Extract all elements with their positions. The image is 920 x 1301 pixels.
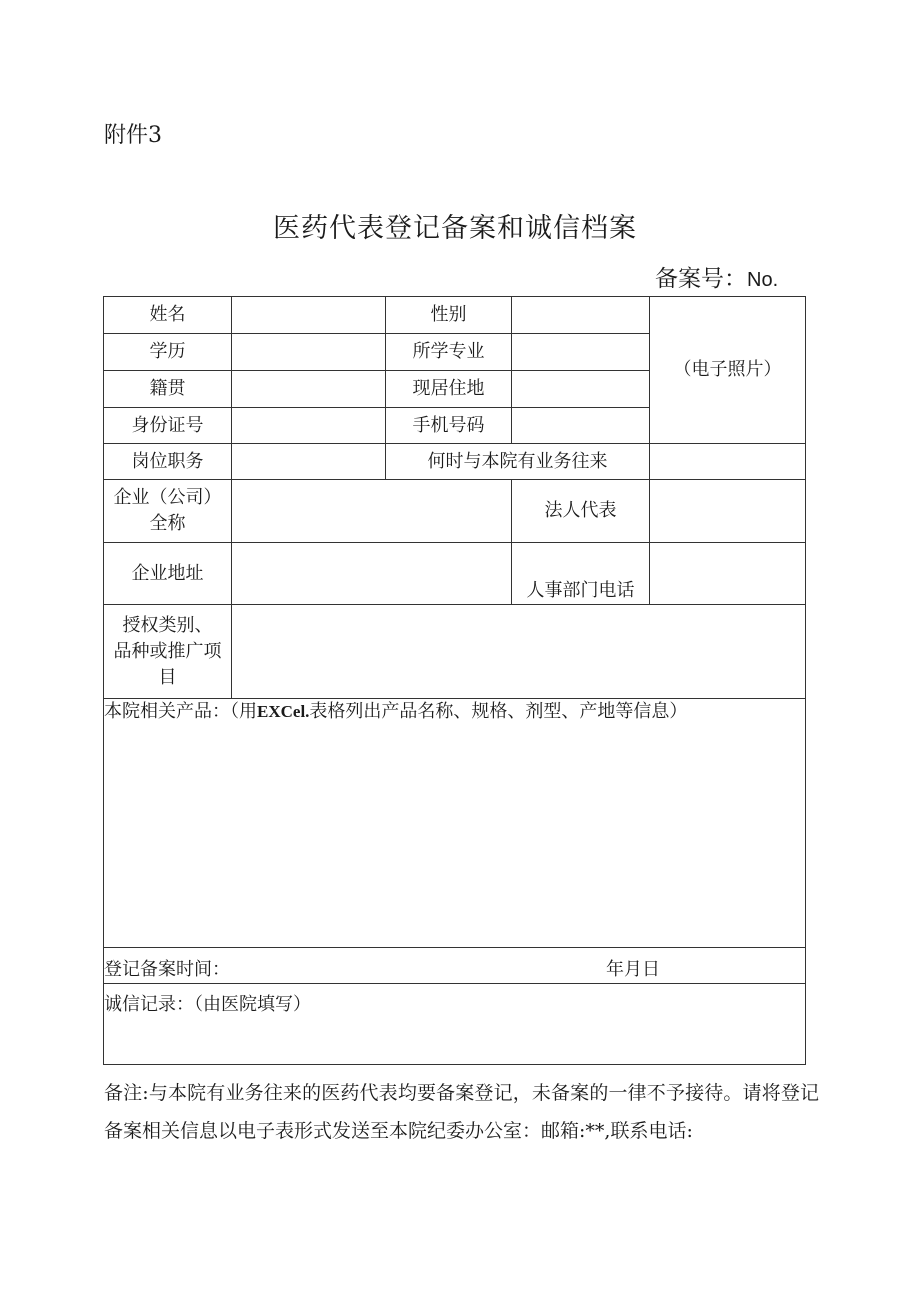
major-label: 所学专业: [386, 334, 512, 371]
company-name-label-line2: 全称: [149, 513, 186, 534]
legal-rep-label: 法人代表: [512, 480, 650, 543]
products-label-suffix: 表格列出产品名称、规格、剂型、产地等信息）: [309, 701, 688, 722]
name-label: 姓名: [104, 297, 232, 334]
record-date-format: 年月日: [606, 959, 660, 980]
current-address-label: 现居住地: [386, 371, 512, 408]
gender-label: 性别: [386, 297, 512, 334]
major-field[interactable]: [512, 334, 650, 371]
page-title: 医药代表登记备案和诚信档案: [273, 213, 637, 244]
photo-box[interactable]: （电子照片）: [650, 297, 806, 444]
phone-field[interactable]: [512, 408, 650, 444]
native-place-field[interactable]: [232, 371, 386, 408]
business-since-field[interactable]: [650, 444, 806, 480]
record-number-value: No.: [747, 269, 779, 291]
company-name-field[interactable]: [232, 480, 512, 543]
education-label: 学历: [104, 334, 232, 371]
attachment-label: 附件3: [104, 123, 162, 148]
id-number-field[interactable]: [232, 408, 386, 444]
position-label: 岗位职务: [104, 444, 232, 480]
record-time-label: 登记备案时间：: [104, 959, 230, 980]
products-label-prefix: 本院相关产品：（用: [104, 701, 257, 722]
position-field[interactable]: [232, 444, 386, 480]
notes: 备注:与本院有业务往来的医药代表均要备案登记，未备案的一律不予接待。请将登记备案相关信息以电子表形式发送至本院纪委办公室：邮箱:**,联系电话:: [104, 1082, 819, 1142]
record-number: [655, 260, 778, 293]
company-name-label-line1: 企业（公司）: [113, 487, 222, 508]
products-label: [104, 699, 805, 725]
integrity-record-section[interactable]: [104, 984, 806, 1065]
products-section[interactable]: [104, 699, 806, 948]
current-address-field[interactable]: [512, 371, 650, 408]
authorization-field[interactable]: [232, 605, 806, 699]
id-number-label: 身份证号: [104, 408, 232, 444]
phone-label: 手机号码: [386, 408, 512, 444]
company-address-label: 企业地址: [104, 543, 232, 605]
record-time-row[interactable]: [104, 948, 806, 984]
business-since-label: 何时与本院有业务往来: [386, 444, 650, 480]
native-place-label: 籍贯: [104, 371, 232, 408]
authorization-label-line1: 授权类别、: [122, 614, 213, 636]
record-number-label: 备案号：: [655, 266, 747, 292]
legal-rep-field[interactable]: [650, 480, 806, 543]
authorization-label-line3: 目: [158, 666, 177, 688]
education-field[interactable]: [232, 334, 386, 371]
gender-field[interactable]: [512, 297, 650, 334]
registration-form: [103, 296, 806, 1065]
company-address-field[interactable]: [232, 543, 512, 605]
hr-phone-label: 人事部门电话: [512, 543, 650, 605]
company-name-label: [104, 480, 232, 543]
authorization-label: [104, 605, 232, 699]
name-field[interactable]: [232, 297, 386, 334]
products-label-excel: EXCel.: [257, 702, 310, 721]
hr-phone-field[interactable]: [650, 543, 806, 605]
authorization-label-line2: 品种或推广项: [113, 640, 222, 662]
integrity-label: 诚信记录：（由医院填写）: [104, 994, 311, 1015]
